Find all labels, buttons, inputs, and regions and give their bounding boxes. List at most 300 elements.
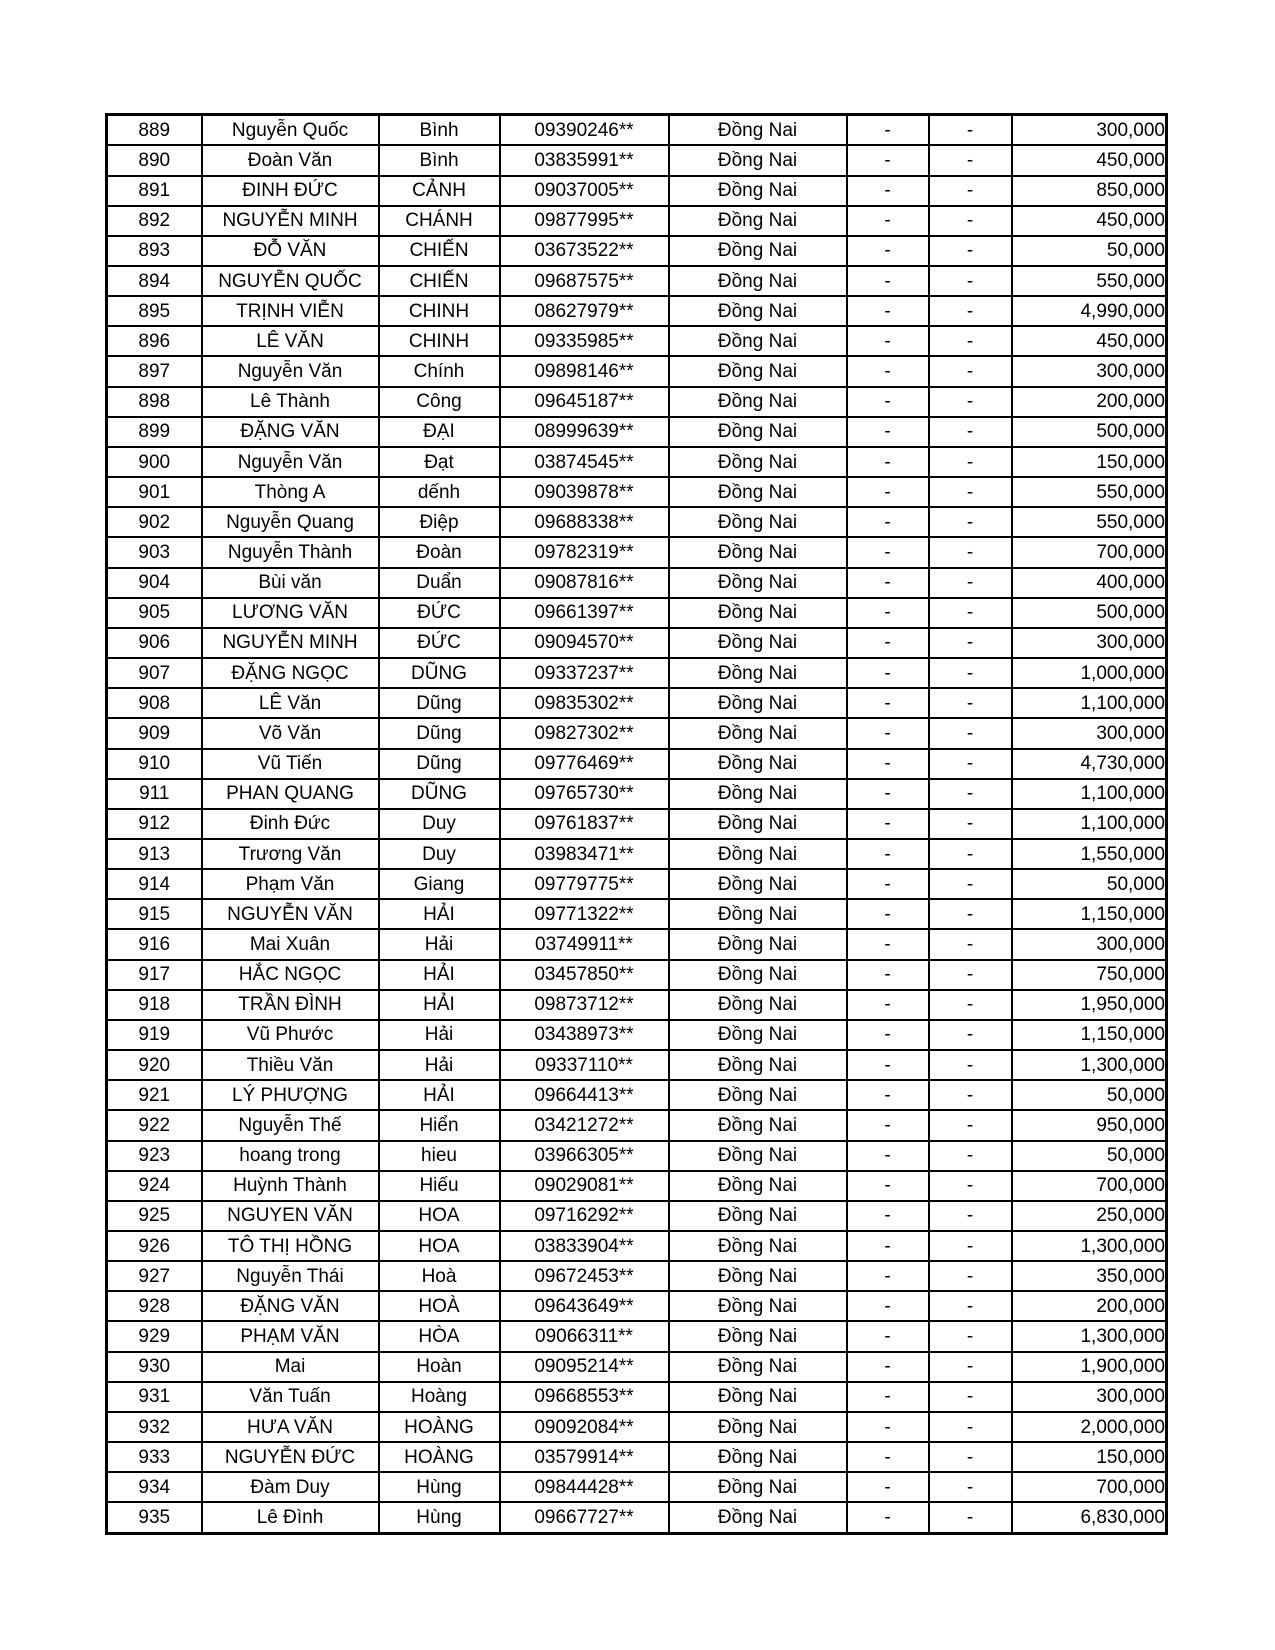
table-row [107, 869, 1167, 899]
amount-cell: 450,000 [1012, 145, 1167, 175]
table-row [107, 356, 1167, 386]
province-cell: Đồng Nai [669, 598, 847, 628]
phone-masked-cell: 03421272** [500, 1110, 669, 1140]
phone-masked-cell: 09782319** [500, 537, 669, 567]
blank-dash-cell-2: - [929, 1261, 1012, 1291]
blank-dash-cell-2: - [929, 115, 1012, 146]
phone-masked-cell: 09844428** [500, 1472, 669, 1502]
phone-masked-cell: 09643649** [500, 1291, 669, 1321]
row-number-cell: 927 [107, 1261, 202, 1291]
blank-dash-cell-2: - [929, 387, 1012, 417]
given-name-cell: Duy [379, 809, 500, 839]
phone-masked-cell: 09877995** [500, 206, 669, 236]
row-number-cell: 929 [107, 1321, 202, 1351]
first-name-cell: Huỳnh Thành [202, 1171, 379, 1201]
table-row [107, 1050, 1167, 1080]
given-name-cell: ĐẠI [379, 417, 500, 447]
amount-cell: 300,000 [1012, 1382, 1167, 1412]
table-row [107, 1231, 1167, 1261]
given-name-cell: CHIẾN [379, 266, 500, 296]
province-cell: Đồng Nai [669, 507, 847, 537]
row-number-cell: 935 [107, 1502, 202, 1533]
province-cell: Đồng Nai [669, 206, 847, 236]
given-name-cell: Duy [379, 839, 500, 869]
first-name-cell: Nguyễn Quang [202, 507, 379, 537]
row-number-cell: 906 [107, 628, 202, 658]
blank-dash-cell-2: - [929, 628, 1012, 658]
blank-dash-cell-1: - [847, 688, 929, 718]
given-name-cell: Chính [379, 356, 500, 386]
blank-dash-cell-2: - [929, 206, 1012, 236]
amount-cell: 700,000 [1012, 1472, 1167, 1502]
blank-dash-cell-1: - [847, 899, 929, 929]
given-name-cell: Dũng [379, 688, 500, 718]
row-number-cell: 895 [107, 296, 202, 326]
blank-dash-cell-2: - [929, 899, 1012, 929]
amount-cell: 450,000 [1012, 326, 1167, 356]
blank-dash-cell-1: - [847, 1321, 929, 1351]
row-number-cell: 925 [107, 1201, 202, 1231]
blank-dash-cell-2: - [929, 537, 1012, 567]
blank-dash-cell-1: - [847, 477, 929, 507]
first-name-cell: ĐỖ VĂN [202, 236, 379, 266]
first-name-cell: Nguyễn Quốc [202, 115, 379, 146]
table-row [107, 1352, 1167, 1382]
blank-dash-cell-1: - [847, 1261, 929, 1291]
first-name-cell: Thiều Văn [202, 1050, 379, 1080]
blank-dash-cell-2: - [929, 1171, 1012, 1201]
blank-dash-cell-1: - [847, 990, 929, 1020]
province-cell: Đồng Nai [669, 296, 847, 326]
province-cell: Đồng Nai [669, 1382, 847, 1412]
table-row [107, 296, 1167, 326]
table-row [107, 145, 1167, 175]
table-row [107, 387, 1167, 417]
table-row [107, 1020, 1167, 1050]
row-number-cell: 901 [107, 477, 202, 507]
blank-dash-cell-2: - [929, 1502, 1012, 1533]
first-name-cell: NGUYỄN MINH [202, 628, 379, 658]
first-name-cell: ĐẶNG VĂN [202, 417, 379, 447]
first-name-cell: Lê Thành [202, 387, 379, 417]
amount-cell: 50,000 [1012, 1141, 1167, 1171]
blank-dash-cell-1: - [847, 1231, 929, 1261]
phone-masked-cell: 09390246** [500, 115, 669, 146]
blank-dash-cell-1: - [847, 718, 929, 748]
donor-table-container [105, 113, 1165, 1535]
province-cell: Đồng Nai [669, 718, 847, 748]
row-number-cell: 912 [107, 809, 202, 839]
row-number-cell: 910 [107, 749, 202, 779]
table-row [107, 477, 1167, 507]
first-name-cell: Phạm Văn [202, 869, 379, 899]
table-row [107, 749, 1167, 779]
first-name-cell: NGUYEN VĂN [202, 1201, 379, 1231]
row-number-cell: 900 [107, 447, 202, 477]
province-cell: Đồng Nai [669, 899, 847, 929]
province-cell: Đồng Nai [669, 1261, 847, 1291]
given-name-cell: HẢI [379, 960, 500, 990]
province-cell: Đồng Nai [669, 1141, 847, 1171]
donor-table [105, 113, 1168, 1535]
blank-dash-cell-2: - [929, 236, 1012, 266]
province-cell: Đồng Nai [669, 960, 847, 990]
province-cell: Đồng Nai [669, 176, 847, 206]
blank-dash-cell-1: - [847, 1201, 929, 1231]
blank-dash-cell-1: - [847, 839, 929, 869]
blank-dash-cell-2: - [929, 507, 1012, 537]
table-row [107, 990, 1167, 1020]
first-name-cell: Đoàn Văn [202, 145, 379, 175]
amount-cell: 550,000 [1012, 477, 1167, 507]
given-name-cell: Hùng [379, 1472, 500, 1502]
row-number-cell: 921 [107, 1080, 202, 1110]
given-name-cell: Hoà [379, 1261, 500, 1291]
table-row [107, 839, 1167, 869]
blank-dash-cell-2: - [929, 1141, 1012, 1171]
blank-dash-cell-2: - [929, 176, 1012, 206]
table-row [107, 1321, 1167, 1351]
amount-cell: 1,550,000 [1012, 839, 1167, 869]
row-number-cell: 922 [107, 1110, 202, 1140]
amount-cell: 700,000 [1012, 1171, 1167, 1201]
blank-dash-cell-1: - [847, 176, 929, 206]
blank-dash-cell-1: - [847, 387, 929, 417]
given-name-cell: Hải [379, 929, 500, 959]
first-name-cell: ĐẶNG NGỌC [202, 658, 379, 688]
row-number-cell: 909 [107, 718, 202, 748]
blank-dash-cell-2: - [929, 1321, 1012, 1351]
blank-dash-cell-1: - [847, 206, 929, 236]
row-number-cell: 896 [107, 326, 202, 356]
phone-masked-cell: 09094570** [500, 628, 669, 658]
given-name-cell: CHINH [379, 296, 500, 326]
blank-dash-cell-1: - [847, 1141, 929, 1171]
row-number-cell: 915 [107, 899, 202, 929]
given-name-cell: CHÁNH [379, 206, 500, 236]
phone-masked-cell: 09761837** [500, 809, 669, 839]
phone-masked-cell: 03673522** [500, 236, 669, 266]
phone-masked-cell: 09095214** [500, 1352, 669, 1382]
province-cell: Đồng Nai [669, 1291, 847, 1321]
first-name-cell: TRẦN ĐÌNH [202, 990, 379, 1020]
province-cell: Đồng Nai [669, 1050, 847, 1080]
amount-cell: 150,000 [1012, 1442, 1167, 1472]
blank-dash-cell-1: - [847, 1020, 929, 1050]
first-name-cell: LÝ PHƯỢNG [202, 1080, 379, 1110]
blank-dash-cell-2: - [929, 809, 1012, 839]
phone-masked-cell: 09771322** [500, 899, 669, 929]
phone-masked-cell: 09039878** [500, 477, 669, 507]
blank-dash-cell-2: - [929, 326, 1012, 356]
table-row [107, 236, 1167, 266]
table-row [107, 1201, 1167, 1231]
blank-dash-cell-1: - [847, 779, 929, 809]
blank-dash-cell-2: - [929, 266, 1012, 296]
amount-cell: 950,000 [1012, 1110, 1167, 1140]
blank-dash-cell-1: - [847, 1291, 929, 1321]
given-name-cell: HẢI [379, 899, 500, 929]
amount-cell: 150,000 [1012, 447, 1167, 477]
given-name-cell: Đạt [379, 447, 500, 477]
blank-dash-cell-2: - [929, 568, 1012, 598]
amount-cell: 1,000,000 [1012, 658, 1167, 688]
blank-dash-cell-2: - [929, 1050, 1012, 1080]
province-cell: Đồng Nai [669, 145, 847, 175]
province-cell: Đồng Nai [669, 387, 847, 417]
table-row [107, 417, 1167, 447]
amount-cell: 1,150,000 [1012, 1020, 1167, 1050]
blank-dash-cell-1: - [847, 537, 929, 567]
row-number-cell: 905 [107, 598, 202, 628]
blank-dash-cell-2: - [929, 779, 1012, 809]
first-name-cell: ĐINH ĐỨC [202, 176, 379, 206]
row-number-cell: 932 [107, 1412, 202, 1442]
table-row [107, 537, 1167, 567]
phone-masked-cell: 03457850** [500, 960, 669, 990]
first-name-cell: Đinh Đức [202, 809, 379, 839]
table-row [107, 1442, 1167, 1472]
blank-dash-cell-2: - [929, 598, 1012, 628]
blank-dash-cell-2: - [929, 1291, 1012, 1321]
given-name-cell: HOÀNG [379, 1412, 500, 1442]
province-cell: Đồng Nai [669, 356, 847, 386]
blank-dash-cell-2: - [929, 417, 1012, 447]
blank-dash-cell-2: - [929, 990, 1012, 1020]
row-number-cell: 898 [107, 387, 202, 417]
amount-cell: 550,000 [1012, 507, 1167, 537]
phone-masked-cell: 03438973** [500, 1020, 669, 1050]
amount-cell: 300,000 [1012, 115, 1167, 146]
row-number-cell: 926 [107, 1231, 202, 1261]
blank-dash-cell-1: - [847, 568, 929, 598]
given-name-cell: Điệp [379, 507, 500, 537]
blank-dash-cell-2: - [929, 1080, 1012, 1110]
table-row [107, 809, 1167, 839]
table-row [107, 1382, 1167, 1412]
given-name-cell: HOA [379, 1231, 500, 1261]
first-name-cell: Nguyễn Thành [202, 537, 379, 567]
amount-cell: 1,300,000 [1012, 1050, 1167, 1080]
amount-cell: 50,000 [1012, 1080, 1167, 1110]
province-cell: Đồng Nai [669, 749, 847, 779]
amount-cell: 1,100,000 [1012, 688, 1167, 718]
phone-masked-cell: 09687575** [500, 266, 669, 296]
amount-cell: 1,100,000 [1012, 809, 1167, 839]
first-name-cell: Nguyễn Thế [202, 1110, 379, 1140]
row-number-cell: 913 [107, 839, 202, 869]
given-name-cell: ĐỨC [379, 598, 500, 628]
given-name-cell: Duẩn [379, 568, 500, 598]
row-number-cell: 928 [107, 1291, 202, 1321]
table-row [107, 1080, 1167, 1110]
first-name-cell: Nguyễn Văn [202, 356, 379, 386]
province-cell: Đồng Nai [669, 1110, 847, 1140]
blank-dash-cell-1: - [847, 1472, 929, 1502]
first-name-cell: LƯƠNG VĂN [202, 598, 379, 628]
first-name-cell: Trương Văn [202, 839, 379, 869]
given-name-cell: Hải [379, 1020, 500, 1050]
amount-cell: 1,100,000 [1012, 779, 1167, 809]
first-name-cell: Vũ Phước [202, 1020, 379, 1050]
table-row [107, 1502, 1167, 1533]
first-name-cell: NGUYỄN VĂN [202, 899, 379, 929]
row-number-cell: 902 [107, 507, 202, 537]
amount-cell: 1,300,000 [1012, 1321, 1167, 1351]
blank-dash-cell-2: - [929, 1110, 1012, 1140]
blank-dash-cell-2: - [929, 356, 1012, 386]
province-cell: Đồng Nai [669, 809, 847, 839]
province-cell: Đồng Nai [669, 1442, 847, 1472]
phone-masked-cell: 09645187** [500, 387, 669, 417]
table-row [107, 929, 1167, 959]
phone-masked-cell: 03833904** [500, 1231, 669, 1261]
amount-cell: 4,990,000 [1012, 296, 1167, 326]
donor-table-body [107, 115, 1167, 1534]
given-name-cell: HOÀNG [379, 1442, 500, 1472]
phone-masked-cell: 03749911** [500, 929, 669, 959]
phone-masked-cell: 09337110** [500, 1050, 669, 1080]
blank-dash-cell-2: - [929, 658, 1012, 688]
given-name-cell: hieu [379, 1141, 500, 1171]
province-cell: Đồng Nai [669, 1472, 847, 1502]
blank-dash-cell-2: - [929, 869, 1012, 899]
phone-masked-cell: 08999639** [500, 417, 669, 447]
blank-dash-cell-1: - [847, 266, 929, 296]
province-cell: Đồng Nai [669, 929, 847, 959]
phone-masked-cell: 03835991** [500, 145, 669, 175]
blank-dash-cell-2: - [929, 1442, 1012, 1472]
first-name-cell: Nguyễn Thái [202, 1261, 379, 1291]
blank-dash-cell-1: - [847, 1502, 929, 1533]
amount-cell: 50,000 [1012, 236, 1167, 266]
phone-masked-cell: 09779775** [500, 869, 669, 899]
amount-cell: 300,000 [1012, 718, 1167, 748]
table-row [107, 658, 1167, 688]
phone-masked-cell: 09667727** [500, 1502, 669, 1533]
phone-masked-cell: 09668553** [500, 1382, 669, 1412]
province-cell: Đồng Nai [669, 115, 847, 146]
province-cell: Đồng Nai [669, 1171, 847, 1201]
table-row [107, 1472, 1167, 1502]
table-row [107, 1261, 1167, 1291]
phone-masked-cell: 09873712** [500, 990, 669, 1020]
blank-dash-cell-1: - [847, 598, 929, 628]
row-number-cell: 889 [107, 115, 202, 146]
first-name-cell: NGUYỄN ĐỨC [202, 1442, 379, 1472]
phone-masked-cell: 09335985** [500, 326, 669, 356]
blank-dash-cell-1: - [847, 929, 929, 959]
given-name-cell: Hùng [379, 1502, 500, 1533]
table-row [107, 1291, 1167, 1321]
amount-cell: 300,000 [1012, 356, 1167, 386]
amount-cell: 500,000 [1012, 598, 1167, 628]
row-number-cell: 917 [107, 960, 202, 990]
blank-dash-cell-1: - [847, 749, 929, 779]
first-name-cell: Lê Đình [202, 1502, 379, 1533]
table-row [107, 1171, 1167, 1201]
blank-dash-cell-1: - [847, 1412, 929, 1442]
table-row [107, 206, 1167, 236]
phone-masked-cell: 09827302** [500, 718, 669, 748]
given-name-cell: HOA [379, 1201, 500, 1231]
given-name-cell: Dũng [379, 718, 500, 748]
amount-cell: 300,000 [1012, 628, 1167, 658]
amount-cell: 750,000 [1012, 960, 1167, 990]
row-number-cell: 893 [107, 236, 202, 266]
given-name-cell: Hiển [379, 1110, 500, 1140]
first-name-cell: Thòng A [202, 477, 379, 507]
first-name-cell: HƯA VĂN [202, 1412, 379, 1442]
given-name-cell: dếnh [379, 477, 500, 507]
given-name-cell: HOÀ [379, 1291, 500, 1321]
given-name-cell: Bình [379, 115, 500, 146]
phone-masked-cell: 03966305** [500, 1141, 669, 1171]
amount-cell: 200,000 [1012, 387, 1167, 417]
phone-masked-cell: 08627979** [500, 296, 669, 326]
row-number-cell: 923 [107, 1141, 202, 1171]
blank-dash-cell-1: - [847, 1080, 929, 1110]
amount-cell: 450,000 [1012, 206, 1167, 236]
amount-cell: 500,000 [1012, 417, 1167, 447]
blank-dash-cell-2: - [929, 718, 1012, 748]
row-number-cell: 916 [107, 929, 202, 959]
given-name-cell: CẢNH [379, 176, 500, 206]
first-name-cell: NGUYỄN QUỐC [202, 266, 379, 296]
blank-dash-cell-1: - [847, 356, 929, 386]
table-row [107, 326, 1167, 356]
row-number-cell: 894 [107, 266, 202, 296]
amount-cell: 300,000 [1012, 929, 1167, 959]
row-number-cell: 911 [107, 779, 202, 809]
given-name-cell: Hoàn [379, 1352, 500, 1382]
blank-dash-cell-2: - [929, 1382, 1012, 1412]
first-name-cell: Văn Tuấn [202, 1382, 379, 1412]
row-number-cell: 908 [107, 688, 202, 718]
amount-cell: 400,000 [1012, 568, 1167, 598]
amount-cell: 1,950,000 [1012, 990, 1167, 1020]
table-row [107, 899, 1167, 929]
blank-dash-cell-1: - [847, 1050, 929, 1080]
province-cell: Đồng Nai [669, 1080, 847, 1110]
blank-dash-cell-1: - [847, 1171, 929, 1201]
table-row [107, 447, 1167, 477]
first-name-cell: Vũ Tiến [202, 749, 379, 779]
blank-dash-cell-2: - [929, 749, 1012, 779]
row-number-cell: 918 [107, 990, 202, 1020]
province-cell: Đồng Nai [669, 266, 847, 296]
phone-masked-cell: 09661397** [500, 598, 669, 628]
row-number-cell: 933 [107, 1442, 202, 1472]
row-number-cell: 920 [107, 1050, 202, 1080]
blank-dash-cell-2: - [929, 1231, 1012, 1261]
first-name-cell: Mai Xuân [202, 929, 379, 959]
phone-masked-cell: 09765730** [500, 779, 669, 809]
phone-masked-cell: 09898146** [500, 356, 669, 386]
table-row [107, 1412, 1167, 1442]
province-cell: Đồng Nai [669, 477, 847, 507]
row-number-cell: 934 [107, 1472, 202, 1502]
row-number-cell: 924 [107, 1171, 202, 1201]
given-name-cell: DŨNG [379, 779, 500, 809]
province-cell: Đồng Nai [669, 537, 847, 567]
province-cell: Đồng Nai [669, 779, 847, 809]
table-row [107, 628, 1167, 658]
phone-masked-cell: 09664413** [500, 1080, 669, 1110]
amount-cell: 350,000 [1012, 1261, 1167, 1291]
blank-dash-cell-1: - [847, 960, 929, 990]
given-name-cell: HÒA [379, 1321, 500, 1351]
